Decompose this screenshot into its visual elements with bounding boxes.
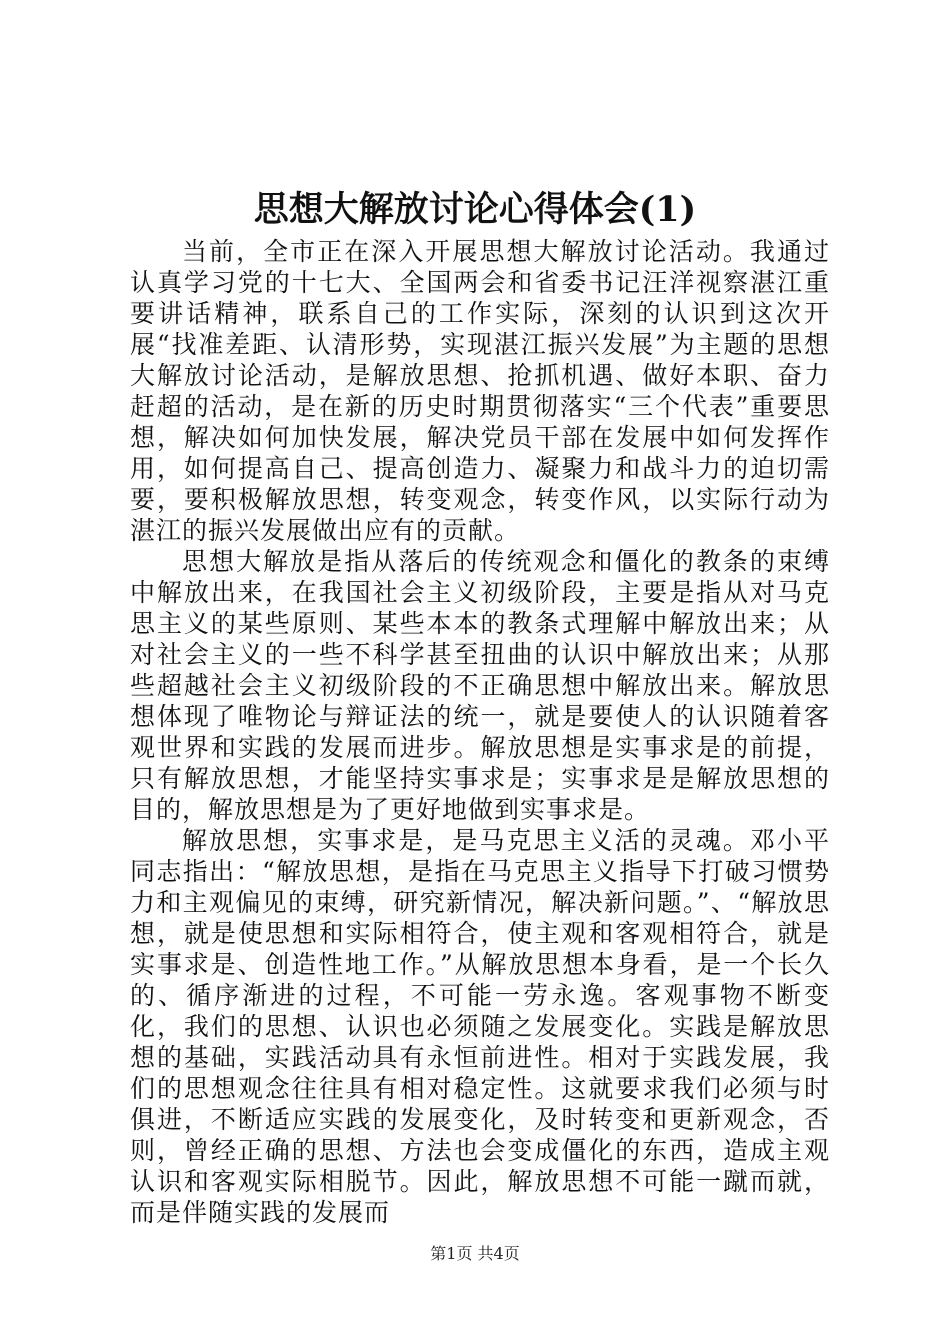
paragraph-3: 解放思想，实事求是，是马克思主义活的灵魂。邓小平同志指出：“解放思想，是指在马克思主义指导下打破习惯势力和主观偏见的束缚，研究新情况，解决新问题。”、“解放思想，就是使思想和实际相符合，使主观和客观相符合，就是实事求是、创造性地工作。”从解放思想本身看，是一个长久的、循序渐进的过程，不可能一劳永逸。客观事物不断变化，我们的思想、认识也必须随之发展变化。实践是解放思想的基础，实践活动具有永恒前进性。相对于实践发展，我们的思想观念往往具有相对稳定性。这就要求我们必须与时俱进，不断适应实践的发展变化，及时转变和更新观念，否则，曾经正确的思想、方法也会变成僵化的东西，造成主观认识和客观实际相脱节。因此，解放思想不可能一蹴而就，而是伴随实践的发展而 (130, 826, 830, 1227)
paragraph-2: 思想大解放是指从落后的传统观念和僵化的教条的束缚中解放出来，在我国社会主义初级阶段，主要是指从对马克思主义的某些原则、某些本本的教条式理解中解放出来；从对社会主义的一些不科学甚至扭曲的认识中解放出来；从那些超越社会主义初级阶段的不正确思想中解放出来。解放思想体现了唯物论与辩证法的统一，就是要使人的认识随着客观世界和实践的发展而进步。解放思想是实事求是的前提，只有解放思想，才能坚持实事求是；实事求是是解放思想的目的，解放思想是为了更好地做到实事求是。 (130, 547, 830, 824)
document-body (130, 236, 830, 1228)
paragraph-1: 当前，全市正在深入开展思想大解放讨论活动。我通过认真学习党的十七大、全国两会和省委书记汪洋视察湛江重要讲话精神，联系自己的工作实际，深刻的认识到这次开展“找准差距、认清形势，实现湛江振兴发展”为主题的思想大解放讨论活动，是解放思想、抢抓机遇、做好本职、奋力赶超的活动，是在新的历史时期贯彻落实“三个代表”重要思想，解决如何加快发展，解决党员干部在发展中如何发挥作用，如何提高自己、提高创造力、凝聚力和战斗力的迫切需要，要积极解放思想，转变观念，转变作风，以实际行动为湛江的振兴发展做出应有的贡献。 (130, 237, 830, 545)
page-number-label: 第1页 共4页 (430, 1244, 520, 1263)
page-footer (0, 1244, 950, 1264)
document-title: 思想大解放讨论心得体会(1) (253, 189, 697, 230)
